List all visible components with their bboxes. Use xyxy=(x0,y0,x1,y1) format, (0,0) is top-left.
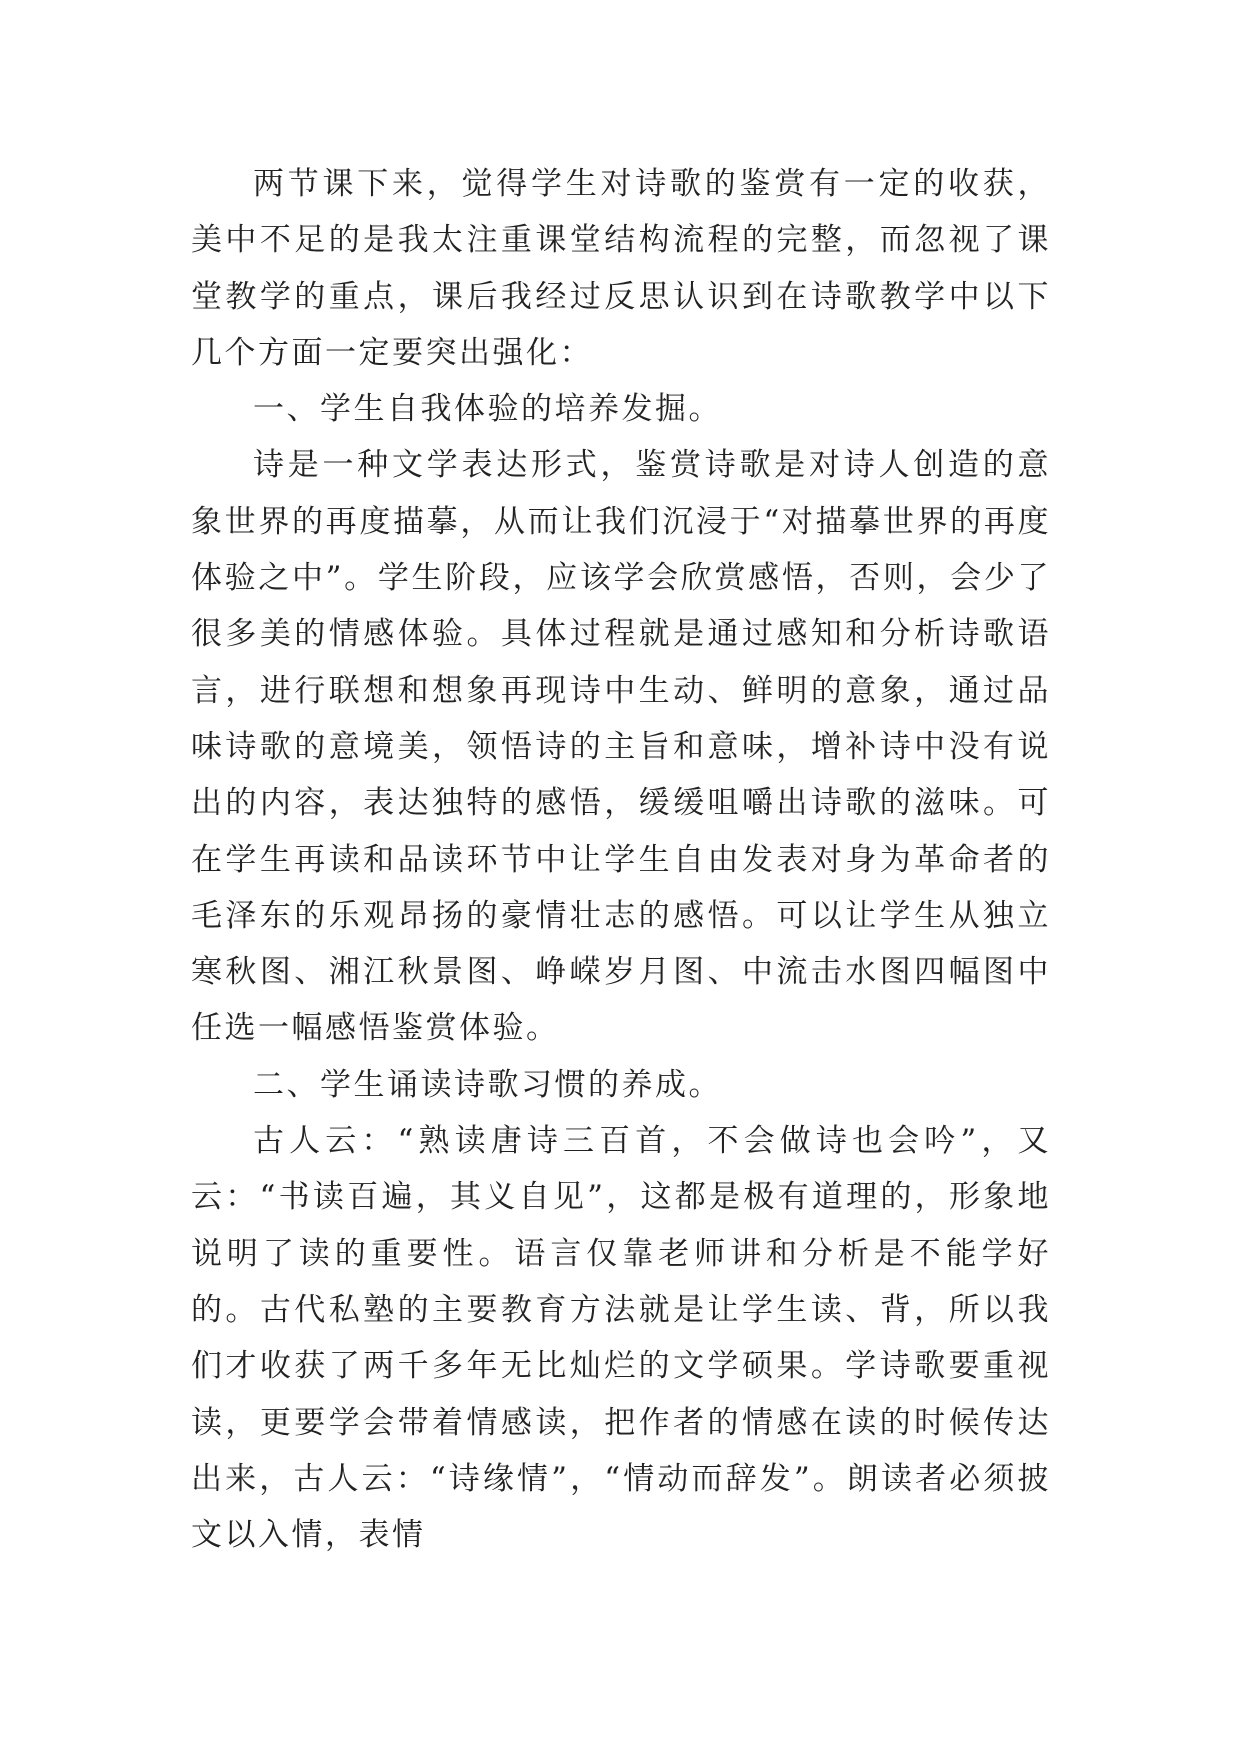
section-heading-1: 一、学生自我体验的培养发掘。 xyxy=(253,391,722,428)
paragraph-intro: 两节课下来，觉得学生对诗歌的鉴赏有一定的收获，美中不足的是我太注重课堂结构流程的完整，而忽视了课堂教学的重点，课后我经过反思认识到在诗歌教学中以下几个方面一定要突出强化： xyxy=(191,166,1051,371)
paragraph-section-1: 诗是一种文学表达形式，鉴赏诗歌是对诗人创造的意象世界的再度描摹，从而让我们沉浸于“对描摹世界的再度体验之中”。学生阶段，应该学会欣赏感悟，否则，会少了很多美的情感体验。具体过程就是通过感知和分析诗歌语言，进行联想和想象再现诗中生动、鲜明的意象，通过品味诗歌的意境美，领悟诗的主旨和意味，增补诗中没有说出的内容，表达独特的感悟，缓缓咀嚼出诗歌的滋味。可在学生再读和品读环节中让学生自由发表对身为革命者的毛泽东的乐观昂扬的豪情壮志的感悟。可以让学生从独立寒秋图、湘江秋景图、峥嵘岁月图、中流击水图四幅图中任选一幅感悟鉴赏体验。 xyxy=(191,447,1051,1047)
body-text xyxy=(191,156,1051,1563)
section-heading-2: 二、学生诵读诗歌习惯的养成。 xyxy=(253,1066,722,1103)
paragraph-section-2: 古人云：“熟读唐诗三百首，不会做诗也会吟”，又云：“书读百遍，其义自见”，这都是极有道理的，形象地说明了读的重要性。语言仅靠老师讲和分析是不能学好的。古代私塾的主要教育方法就是让学生读、背，所以我们才收获了两千多年无比灿烂的文学硕果。学诗歌要重视读，更要学会带着情感读，把作者的情感在读的时候传达出来，古人云：“诗缘情”，“情动而辞发”。朗读者必须披文以入情，表情 xyxy=(191,1123,1051,1554)
